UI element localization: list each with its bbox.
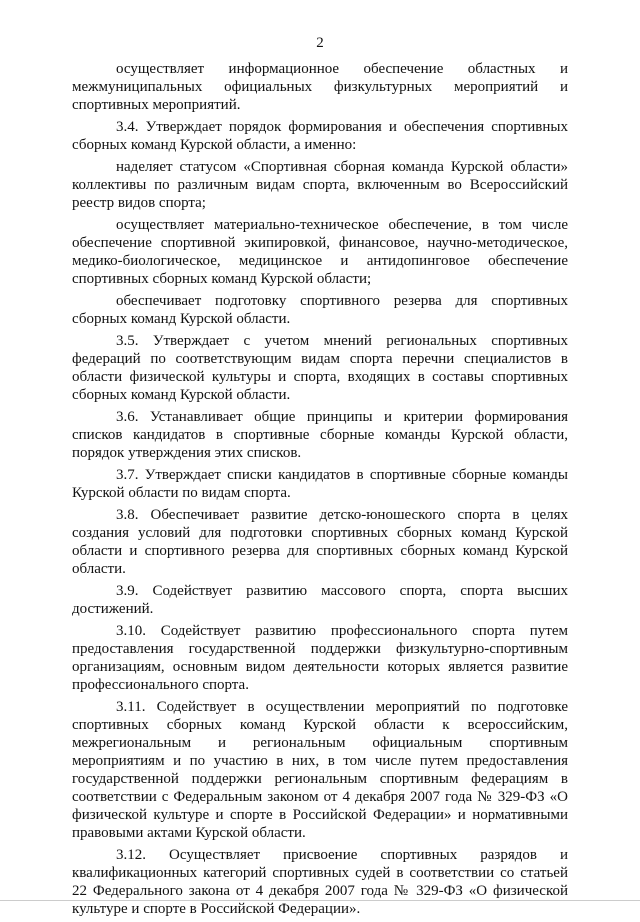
paragraph-4: осуществляет материально-техническое обеспечение, в том числе обеспечение спортивной экипировкой, финансовое, научно-методическое, медико-биологическое, медицинское и антидопинговое обеспечение спортивных сборных команд Курской области; [72, 217, 568, 287]
document-body [72, 60, 568, 922]
paragraph-9: 3.8. Обеспечивает развитие детско-юношеского спорта в целях создания условий для подготовки спортивных сборных команд Курской области и спортивного резерва для спортивных сборных команд Курской области. [72, 507, 568, 577]
paragraph-3: наделяет статусом «Спортивная сборная команда Курской области» коллективы по различным видам спорта, включенным во Всероссийский реестр видов спорта; [72, 159, 568, 211]
paragraph-11: 3.10. Содействует развитию профессионального спорта путем предоставления государственной поддержки физкультурно-спортивным организациям, основным видом деятельности которых является развитие профессионального спорта. [72, 623, 568, 693]
paragraph-2: 3.4. Утверждает порядок формирования и обеспечения спортивных сборных команд Курской области, а именно: [72, 119, 568, 153]
paragraph-7: 3.6. Устанавливает общие принципы и критерии формирования списков кандидатов в спортивные сборные команды Курской области, порядок утверждения этих списков. [72, 409, 568, 461]
paragraph-13: 3.12. Осуществляет присвоение спортивных разрядов и квалификационных категорий спортивных судей в соответствии со статьей 22 Федерального закона от 4 декабря 2007 года № 329-ФЗ «О физической культуре и спорте в Российской Федерации». [72, 847, 568, 917]
page-bottom-edge [0, 900, 640, 901]
paragraph-1: осуществляет информационное обеспечение областных и межмуниципальных официальных физкультурных мероприятий и спортивных мероприятий. [72, 61, 568, 113]
paragraph-8: 3.7. Утверждает списки кандидатов в спортивные сборные команды Курской области по видам спорта. [72, 467, 568, 501]
paragraph-6: 3.5. Утверждает с учетом мнений региональных спортивных федераций по соответствующим видам спорта перечни специалистов в области физической культуры и спорта, входящих в составы спортивных сборных команд Курской области. [72, 333, 568, 403]
paragraph-10: 3.9. Содействует развитию массового спорта, спорта высших достижений. [72, 583, 568, 617]
page-number: 2 [316, 35, 324, 51]
paragraph-5: обеспечивает подготовку спортивного резерва для спортивных сборных команд Курской области. [72, 293, 568, 327]
paragraph-12: 3.11. Содействует в осуществлении мероприятий по подготовке спортивных сборных команд Курской области к всероссийским, межрегиональным и региональным официальным спортивным мероприятиям и по участию в них, в том числе путем предоставления государственной поддержки региональным спортивным федерациям в соответствии с Федеральным законом от 4 декабря 2007 года № 329-ФЗ «О физической культуре и спорте в Российской Федерации» и нормативными правовыми актами Курской области. [72, 699, 568, 841]
